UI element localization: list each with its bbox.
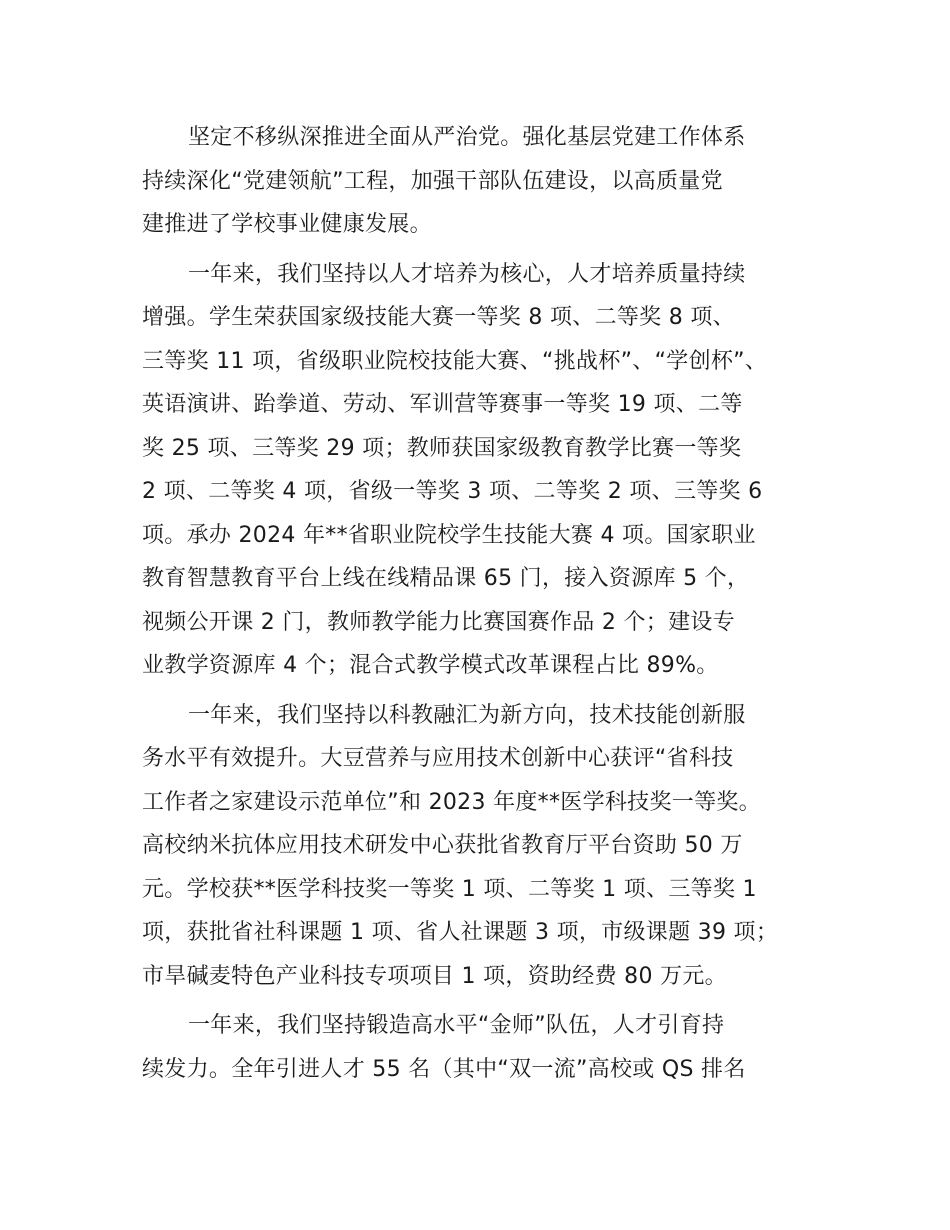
text-line: 元。学校获**医学科技奖一等奖 1 项、二等奖 1 项、三等奖 1 — [142, 876, 757, 902]
text-line: 英语演讲、跆拳道、劳动、军训营等赛事一等奖 19 项、二等 — [142, 392, 743, 417]
text-line: 坚定不移纵深推进全面从严治党。强化基层党建工作体系 — [188, 125, 746, 150]
text-line: 持续深化“党建领航”工程，加强干部队伍建设，以高质量党 — [142, 168, 723, 194]
text-line: 三等奖 11 项，省级职业院校技能大赛、“挑战杯”、“学创杯”、 — [142, 348, 768, 374]
text-line: 教育智慧教育平台上线在线精品课 65 门，接入资源库 5 个， — [142, 566, 750, 591]
text-line: 业教学资源库 4 个；混合式教学模式改革课程占比 89%。 — [142, 653, 719, 678]
text-line: 务水平有效提升。大豆营养与应用技术创新中心获评“省科技 — [142, 746, 734, 771]
text-line: 项，获批省社科课题 1 项、省人社课题 3 项，市级课题 39 项； — [142, 920, 779, 945]
paragraph-party-building — [142, 116, 842, 247]
text-line: 市旱碱麦特色产业科技专项项目 1 项，资助经费 80 万元。 — [142, 963, 727, 989]
paragraph-science-education — [142, 694, 842, 999]
text-line: 2 项、二等奖 4 项，省级一等奖 3 项、二等奖 2 项、三等奖 6 — [142, 479, 763, 504]
text-line: 项。承办 2024 年**省职业院校学生技能大赛 4 项。国家职业 — [142, 522, 756, 548]
text-line: 视频公开课 2 门，教师教学能力比赛国赛作品 2 个；建设专 — [142, 609, 735, 635]
text-line: 增强。学生荣获国家级技能大赛一等奖 8 项、二等奖 8 项、 — [142, 305, 735, 330]
text-line: 奖 25 项、三等奖 29 项；教师获国家级教育教学比赛一等奖 — [142, 435, 742, 461]
text-line: 一年来，我们坚持以科教融汇为新方向，技术技能创新服 — [188, 702, 746, 728]
text-line: 建推进了学校事业健康发展。 — [142, 212, 432, 237]
text-line: 一年来，我们坚持锻造高水平“金师”队伍，人才引育持 — [188, 1013, 725, 1038]
text-line: 续发力。全年引进人才 55 名（其中“双一流”高校或 QS 排名 — [142, 1056, 746, 1082]
document-body — [142, 116, 842, 1097]
text-line: 工作者之家建设示范单位”和 2023 年度**医学科技奖一等奖。 — [142, 789, 761, 815]
paragraph-talent-training — [142, 253, 842, 688]
text-line: 高校纳米抗体应用技术研发中心获批省教育厅平台资助 50 万 — [142, 833, 743, 858]
text-line: 一年来，我们坚持以人才培养为核心，人才培养质量持续 — [188, 261, 746, 287]
paragraph-teacher-team — [142, 1004, 842, 1091]
